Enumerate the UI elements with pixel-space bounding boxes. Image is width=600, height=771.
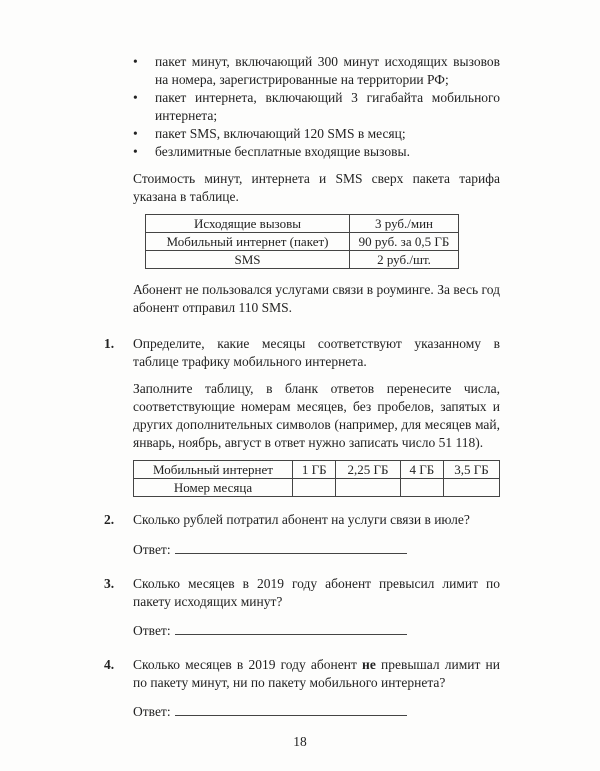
answer-cell[interactable] <box>400 479 443 497</box>
roaming-note: Абонент не пользовался услугами связи в роуминге. За весь год абонент отправил 110 SMS. <box>133 282 500 315</box>
answer-table <box>133 460 500 497</box>
answer-field[interactable]: Ответ: <box>133 541 500 559</box>
bullet-item: • пакет SMS, включающий 120 SMS в месяц; <box>133 125 500 143</box>
answer-cell[interactable] <box>336 479 400 497</box>
question-3 <box>104 575 500 640</box>
table-row: SMS 2 руб./шт. <box>146 251 459 269</box>
question-number: 2. <box>104 512 115 527</box>
question-number: 1. <box>104 336 115 351</box>
answer-line[interactable] <box>175 622 407 635</box>
question-text: Сколько месяцев в 2019 году абонент превысил лимит по пакету исходящих минут? <box>133 576 500 609</box>
bullet-item: • безлимитные бесплатные входящие вызовы. <box>133 143 500 161</box>
question-4 <box>104 656 501 721</box>
tariff-bullets <box>133 53 500 161</box>
answer-line[interactable] <box>175 703 407 716</box>
bullet-item: • пакет интернета, включающий 3 гигабайта мобильного интернета; <box>133 89 500 125</box>
page-number: 18 <box>293 734 307 749</box>
table-row: Мобильный интернет 1 ГБ 2,25 ГБ 4 ГБ 3,5 ГБ <box>134 461 500 479</box>
answer-cell[interactable] <box>293 479 336 497</box>
cost-intro: Стоимость минут, интернета и SMS сверх пакета тарифа указана в таблице. <box>133 171 500 204</box>
question-number: 3. <box>104 576 115 591</box>
question-text: Сколько месяцев в 2019 году абонент не превышал лимит ни по пакету минут, ни по пакету мобильного интернета? <box>133 657 501 690</box>
answer-field[interactable]: Ответ: <box>133 622 500 640</box>
question-1 <box>104 335 500 497</box>
answer-field[interactable]: Ответ: <box>133 703 500 721</box>
question-text: Сколько рублей потратил абонент на услуги связи в июле? <box>133 512 470 527</box>
question-number: 4. <box>104 657 115 672</box>
table-row: Исходящие вызовы 3 руб./мин <box>146 215 459 233</box>
table-row: Номер месяца <box>134 479 500 497</box>
cost-table <box>145 214 459 269</box>
table-row: Мобильный интернет (пакет) 90 руб. за 0,5 ГБ <box>146 233 459 251</box>
question-instruction: Заполните таблицу, в бланк ответов перенесите числа, соответствующие номерам месяцев, без пробелов, запятых и других дополнительных символов (например, для месяцев май, январь, ноябрь, август в ответ нужно записать число 51 118). <box>133 381 500 450</box>
answer-cell[interactable] <box>444 479 500 497</box>
question-2 <box>104 511 500 559</box>
bullet-item: • пакет минут, включающий 300 минут исходящих вызовов на номера, зарегистрированные на территории РФ; <box>133 53 500 89</box>
answer-line[interactable] <box>175 541 407 554</box>
question-text: Определите, какие месяцы соответствуют указанному в таблице трафику мобильного интернета. <box>133 336 500 369</box>
